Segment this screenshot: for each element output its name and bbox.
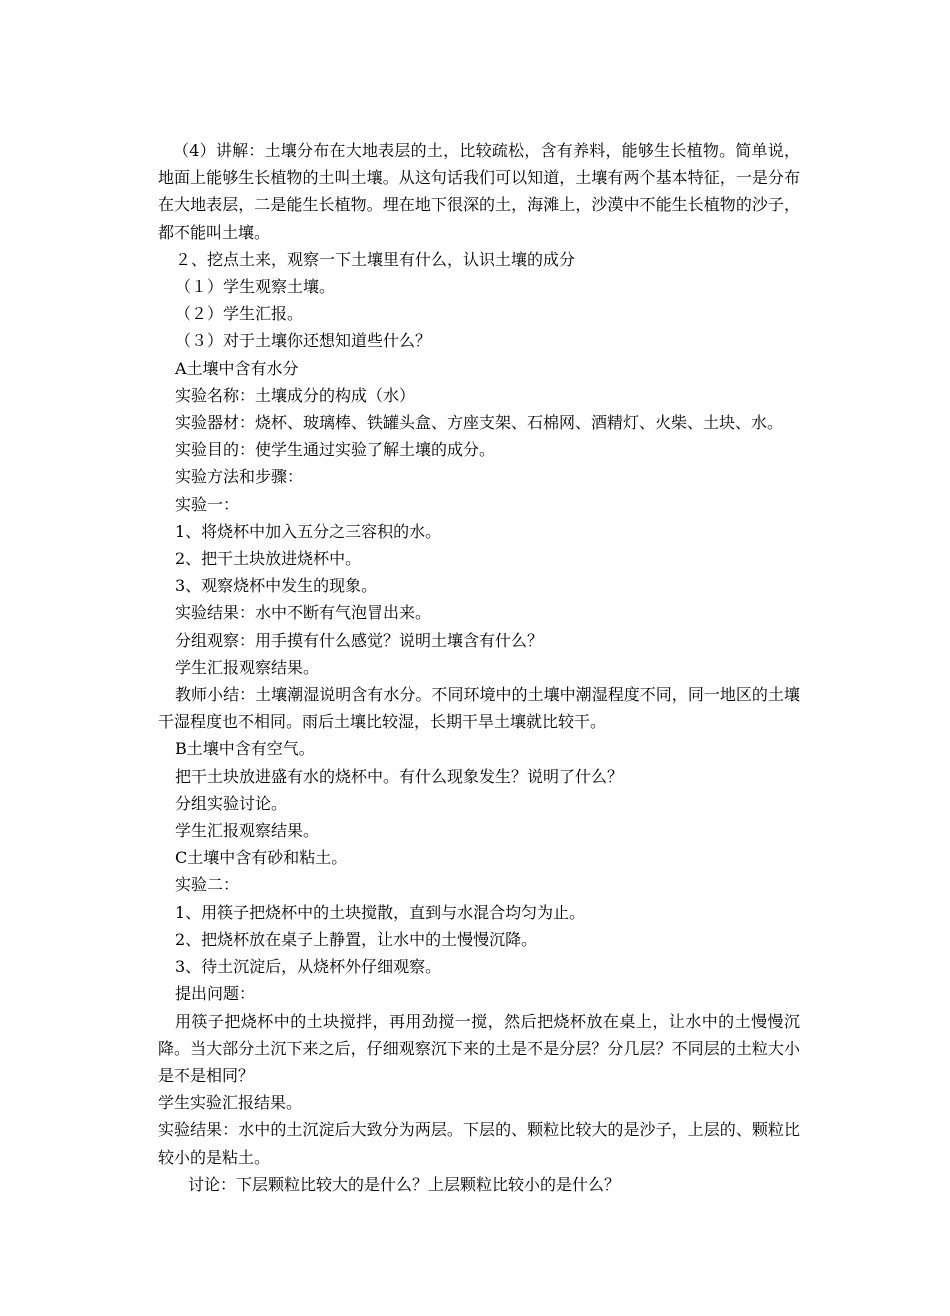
list-item: 2、把烧杯放在桌子上静置，让水中的土慢慢沉降。 [175, 929, 538, 949]
paragraph-group-discussion: 分组实验讨论。 [175, 793, 288, 813]
paragraph-stirring-question: 用筷子把烧杯中的土块搅拌，再用劲搅一搅，然后把烧杯放在桌上，让水中的土慢慢沉降。当大部分土沉下来之后，仔细观察沉下来的土是不是分层？分几层？不同层的土粒大小是不是相同？ [158, 1011, 800, 1085]
paragraph-experiment-one: 实验一： [175, 494, 240, 514]
paragraph-experiment-result: 实验结果：水中不断有气泡冒出来。 [175, 603, 432, 623]
paragraph-step-2: ２、挖点土来，观察一下土壤里有什么，认识土壤的成分 [175, 249, 576, 269]
paragraph-step-2-3: （３）对于土壤你还想知道些什么？ [175, 331, 432, 351]
paragraph-teacher-summary: 教师小结：土壤潮湿说明含有水分。不同环境中的土壤中潮湿程度不同，同一地区的土壤干湿程度也不相同。雨后土壤比较湿，长期干旱土壤就比较干。 [158, 685, 800, 732]
paragraph-step-2-2: （２）学生汇报。 [175, 304, 304, 324]
paragraph-experiment-equipment: 实验器材：烧杯、玻璃棒、铁罐头盒、方座支架、石棉网、酒精灯、火柴、土块、水。 [175, 413, 784, 433]
list-item: 1、用筷子把烧杯中的土块搅散，直到与水混合均匀为止。 [175, 902, 586, 922]
paragraph-raise-question: 提出问题： [175, 984, 256, 1004]
paragraph-student-experiment-report: 学生实验汇报结果。 [158, 1093, 303, 1113]
list-item: 1、将烧杯中加入五分之三容积的水。 [175, 521, 442, 541]
paragraph-final-result: 实验结果：水中的土沉淀后大致分为两层。下层的、颗粒比较大的是沙子，上层的、颗粒比较小的是粘土。 [158, 1120, 800, 1167]
list-item: 2、把干土块放进烧杯中。 [175, 549, 362, 569]
paragraph-step-2-1: （１）学生观察土壤。 [175, 277, 336, 297]
paragraph-lecture: （4）讲解：土壤分布在大地表层的土，比较疏松，含有养料，能够生长植物。简单说，地面上能够生长植物的土叫土壤。从这句话我们可以知道，土壤有两个基本特征，一是分布在大地表层，二是能生长植物。埋在地下很深的土，海滩上，沙漠中不能生长植物的沙子，都不能叫土壤。 [158, 141, 800, 242]
paragraph-discussion: 讨论：下层颗粒比较大的是什么？上层颗粒比较小的是什么？ [188, 1174, 621, 1194]
section-heading-sand-clay: C土壤中含有砂和粘土。 [175, 848, 348, 868]
list-item: 3、观察烧杯中发生的现象。 [175, 576, 378, 596]
paragraph-experiment-method: 实验方法和步骤： [175, 467, 304, 487]
paragraph-experiment-purpose: 实验目的：使学生通过实验了解土壤的成分。 [175, 440, 496, 460]
section-heading-air: B土壤中含有空气。 [175, 739, 315, 759]
section-heading-water: A土壤中含有水分 [175, 358, 299, 378]
paragraph-experiment-two: 实验二： [175, 875, 240, 895]
paragraph-experiment-name: 实验名称：土壤成分的构成（水） [175, 385, 416, 405]
paragraph-air-question: 把干土块放进盛有水的烧杯中。有什么现象发生？说明了什么？ [175, 766, 624, 786]
paragraph-student-report: 学生汇报观察结果。 [175, 657, 320, 677]
paragraph-group-observation: 分组观察：用手摸有什么感觉？说明土壤含有什么？ [175, 630, 544, 650]
list-item: 3、待土沉淀后，从烧杯外仔细观察。 [175, 957, 442, 977]
paragraph-student-report: 学生汇报观察结果。 [175, 821, 320, 841]
document-body [158, 137, 800, 1198]
